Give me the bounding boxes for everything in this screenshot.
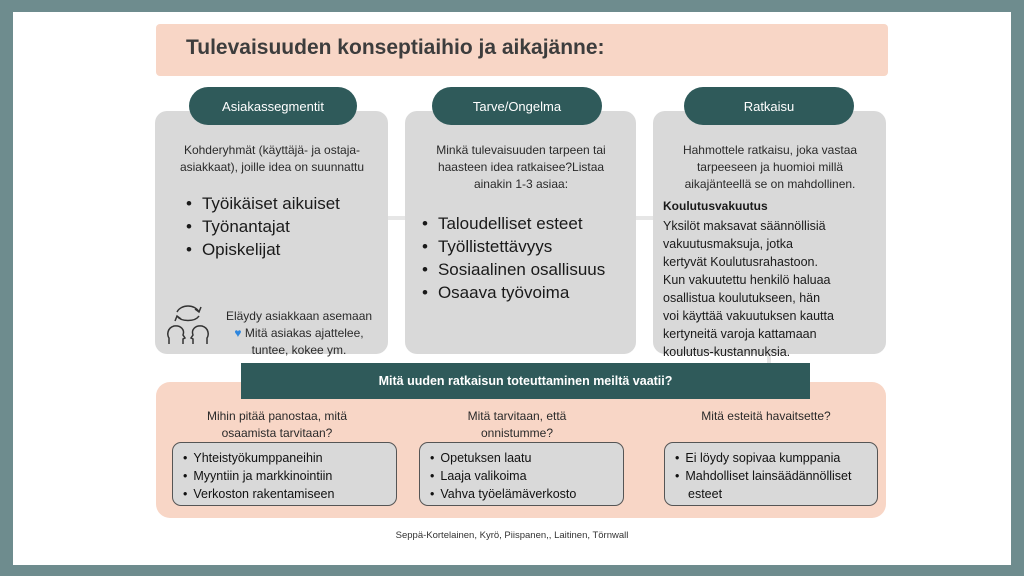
slide: [13, 12, 1011, 565]
connector-right: [635, 216, 653, 220]
list-item: • Opiskelijat: [186, 238, 340, 261]
solution-title: Koulutusvakuutus: [663, 199, 768, 213]
investment-box: [172, 442, 397, 506]
connector-left: [388, 216, 406, 220]
segments-description: Kohderyhmät (käyttäjä- ja ostaja-asiakkaat), joille idea on suunnattu: [179, 143, 365, 174]
obstacles-question: Mitä esteitä havaitsette?: [701, 409, 831, 423]
page-title: Tulevaisuuden konseptiaihio ja aikajänne:: [186, 36, 605, 59]
requirements-bar: Mitä uuden ratkaisun toteuttaminen meiltä vaatii?: [241, 363, 810, 399]
segments-header: Asiakassegmentit: [189, 87, 357, 125]
two-heads-exchange-icon: [165, 302, 211, 346]
list-item: • Ei löydy sopivaa kumppania: [675, 449, 869, 467]
need-card: [405, 111, 636, 354]
list-item: • Mahdolliset lainsäädännölliset esteet: [675, 467, 869, 503]
heart-icon: ♥: [234, 326, 242, 340]
list-item: • Myyntiin ja markkinointiin: [183, 467, 388, 485]
segments-card: [155, 111, 388, 357]
list-item: • Laaja valikoima: [430, 467, 615, 485]
investment-list: [173, 443, 396, 503]
list-item: • Yhteistyökumppaneihin: [183, 449, 388, 467]
need-list: [422, 212, 605, 304]
solution-text: Yksilöt maksavat säännöllisiä vakuutusmaksuja, jotka kertyvät Koulutusrahastoon. Kun vakuutettu henkilö haluaa osallistua koulutukseen, hän voi käyttää vakuutuksen kautta kertyneitä varoja kattamaan koulutus-kustannuksia.: [663, 219, 834, 359]
list-item: • Sosiaalinen osallisuus: [422, 258, 605, 281]
list-item: • Työikäiset aikuiset: [186, 192, 340, 215]
list-item: • Osaava työvoima: [422, 281, 605, 304]
title-bar: [156, 24, 888, 76]
investment-question: Mihin pitää panostaa, mitä osaamista tarvitaan?: [206, 409, 348, 440]
segments-list: [186, 192, 340, 261]
solution-description: Hahmottele ratkaisu, joka vastaa tarpeeseen ja huomioi millä aikajänteellä se on mahdollinen.: [682, 143, 858, 191]
need-header: Tarve/Ongelma: [432, 87, 602, 125]
obstacles-list: [665, 443, 877, 503]
solution-card: [653, 111, 886, 359]
requirements-box: [419, 442, 624, 506]
requirements-panel: [156, 382, 886, 518]
empathy-text: Eläydy asiakkaan asemaan ♥ Mitä asiakas ajattelee, tuntee, kokee ym.: [225, 309, 373, 357]
solution-header: Ratkaisu: [684, 87, 854, 125]
requirements-question: Mitä tarvitaan, että onnistumme?: [467, 409, 567, 440]
list-item: • Työnantajat: [186, 215, 340, 238]
need-description: Minkä tulevaisuuden tarpeen tai haasteen idea ratkaisee?Listaa ainakin 1-3 asiaa:: [436, 143, 606, 191]
list-item: • Verkoston rakentamiseen: [183, 485, 388, 503]
list-item: • Vahva työelämäverkosto: [430, 485, 615, 503]
requirements-list: [420, 443, 623, 503]
list-item: • Opetuksen laatu: [430, 449, 615, 467]
list-item: • Taloudelliset esteet: [422, 212, 605, 235]
list-item: • Työllistettävyys: [422, 235, 605, 258]
obstacles-box: [664, 442, 878, 506]
authors-footer: Seppä-Kortelainen, Kyrö, Piispanen,, Laitinen, Törnwall: [395, 530, 629, 541]
